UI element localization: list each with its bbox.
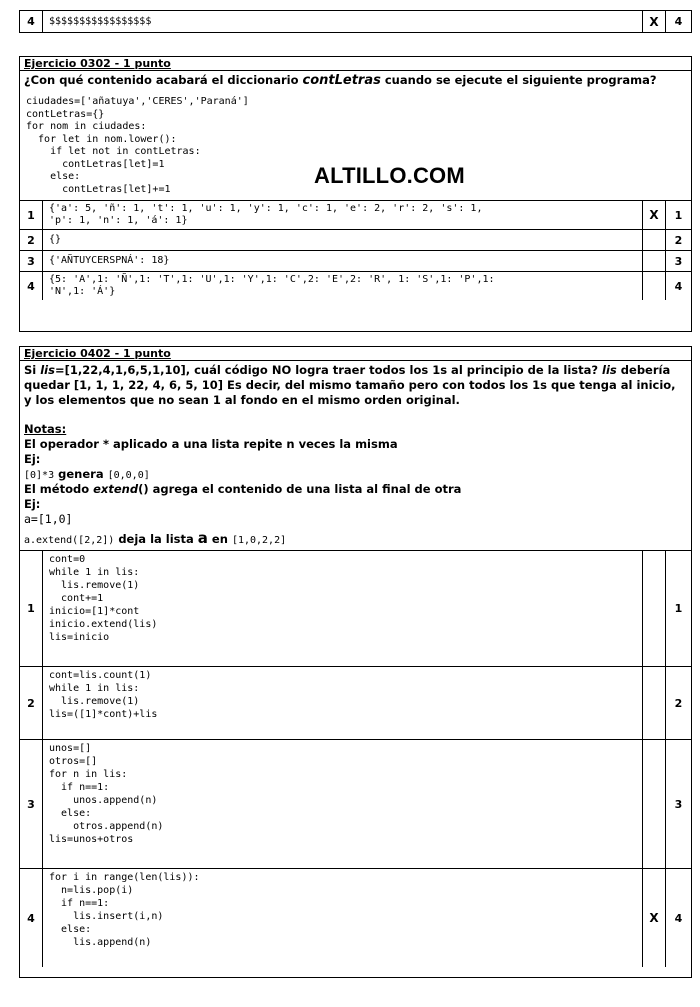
option-row [20, 271, 691, 300]
exercise-question: ¿Con qué contenido acabará el diccionario contLetras cuando se ejecute el siguiente programa? [24, 73, 657, 88]
option-text: unos=[] otros=[] for n in lis: if n==1: unos.append(n) else: otros.append(n) lis=unos+otros [49, 743, 164, 845]
option-text: $$$$$$$$$$$$$$$$$ [49, 15, 152, 27]
option-text: for i in range(len(lis)): n=lis.pop(i) if n==1: lis.insert(i,n) else: lis.append(n) [49, 872, 200, 948]
watermark: ALTILLO.COM [314, 163, 465, 188]
option-value: 1 [665, 551, 691, 666]
option-value: 1 [665, 201, 691, 229]
example-label: Ej: [24, 452, 41, 466]
notes-heading: Notas: [24, 422, 67, 436]
option-text: {'a': 5, 'ñ': 1, 't': 1, 'u': 1, 'y': 1, 'c': 1, 'e': 2, 'r': 2, 's': 1, 'p': 1, 'n': 1, 'á': 1} [49, 203, 483, 226]
note-2: El método extend() agrega el contenido de una lista al final de otra [24, 482, 462, 496]
option-number: 2 [20, 230, 43, 250]
option-text: {5: 'A',1: 'Ñ',1: 'T',1: 'U',1: 'Y',1: 'C',2: 'E',2: 'R', 1: 'S',1: 'P',1: 'N',1: 'Á'} [49, 274, 495, 297]
exercise-0302 [19, 56, 692, 332]
option-value: 2 [665, 667, 691, 739]
option-row [20, 229, 691, 250]
example-label-2: Ej: [24, 497, 41, 511]
correct-mark [642, 230, 665, 250]
option-row [20, 868, 691, 967]
correct-mark: X [642, 11, 665, 32]
option-number: 3 [20, 251, 43, 271]
example-1: [0]*3 genera [0,0,0] [24, 467, 150, 481]
options-list [20, 550, 691, 967]
correct-mark [642, 551, 665, 666]
option-value: 4 [665, 11, 691, 32]
program-code: ciudades=['añatuya','CERES','Paraná'] contLetras={} for nom in ciudades: for let in nom.lower(): if let not in contLetras: contLetras[let]=1 else: contLetras[let]+=1 [26, 96, 249, 195]
option-row [20, 200, 691, 229]
correct-mark [642, 272, 665, 300]
option-text: cont=lis.count(1) while 1 in lis: lis.remove(1) lis=([1]*cont)+lis [49, 670, 158, 720]
option-number: 2 [20, 667, 43, 739]
top-answer-row [19, 10, 692, 33]
option-row [20, 250, 691, 271]
correct-mark [642, 740, 665, 868]
option-row [20, 739, 691, 868]
option-row [20, 666, 691, 739]
options-list [20, 200, 691, 300]
correct-mark [642, 667, 665, 739]
correct-mark: X [642, 201, 665, 229]
option-number: 4 [20, 272, 43, 300]
option-number: 1 [20, 551, 43, 666]
exercise-title: Ejercicio 0302 - 1 punto [20, 57, 691, 71]
option-text: {'AÑTUYCERSPNÁ': 18} [49, 255, 170, 266]
option-value: 2 [665, 230, 691, 250]
note-1: El operador * aplicado a una lista repite n veces la misma [24, 437, 398, 451]
option-value: 3 [665, 740, 691, 868]
exercise-question: Si lis=[1,22,4,1,6,5,1,10], cuál código NO logra traer todos los 1s al principio de la lista? lis debería quedar [1, 1, 1, 22, 4, 6, 5, 10] Es decir, del mismo tamaño pero con todos los 1s que tenga al inicio, y los elementos que no sean 1 al fondo en el mismo orden original. [24, 363, 676, 407]
example-2-code: a=[1,0] [24, 512, 73, 526]
option-number: 4 [20, 869, 43, 967]
exercise-0402 [19, 346, 692, 978]
option-text: cont=0 while 1 in lis: lis.remove(1) cont+=1 inicio=[1]*cont inicio.extend(lis) lis=inicio [49, 554, 158, 643]
exercise-title: Ejercicio 0402 - 1 punto [20, 347, 691, 361]
option-number: 4 [20, 11, 43, 32]
option-text: {} [49, 234, 62, 245]
option-value: 4 [665, 272, 691, 300]
option-row [20, 550, 691, 666]
option-value: 4 [665, 869, 691, 967]
correct-mark: X [642, 869, 665, 967]
option-value: 3 [665, 251, 691, 271]
option-number: 3 [20, 740, 43, 868]
correct-mark [642, 251, 665, 271]
option-number: 1 [20, 201, 43, 229]
example-3: a.extend([2,2]) deja la lista a en [1,0,2,2] [24, 529, 287, 547]
